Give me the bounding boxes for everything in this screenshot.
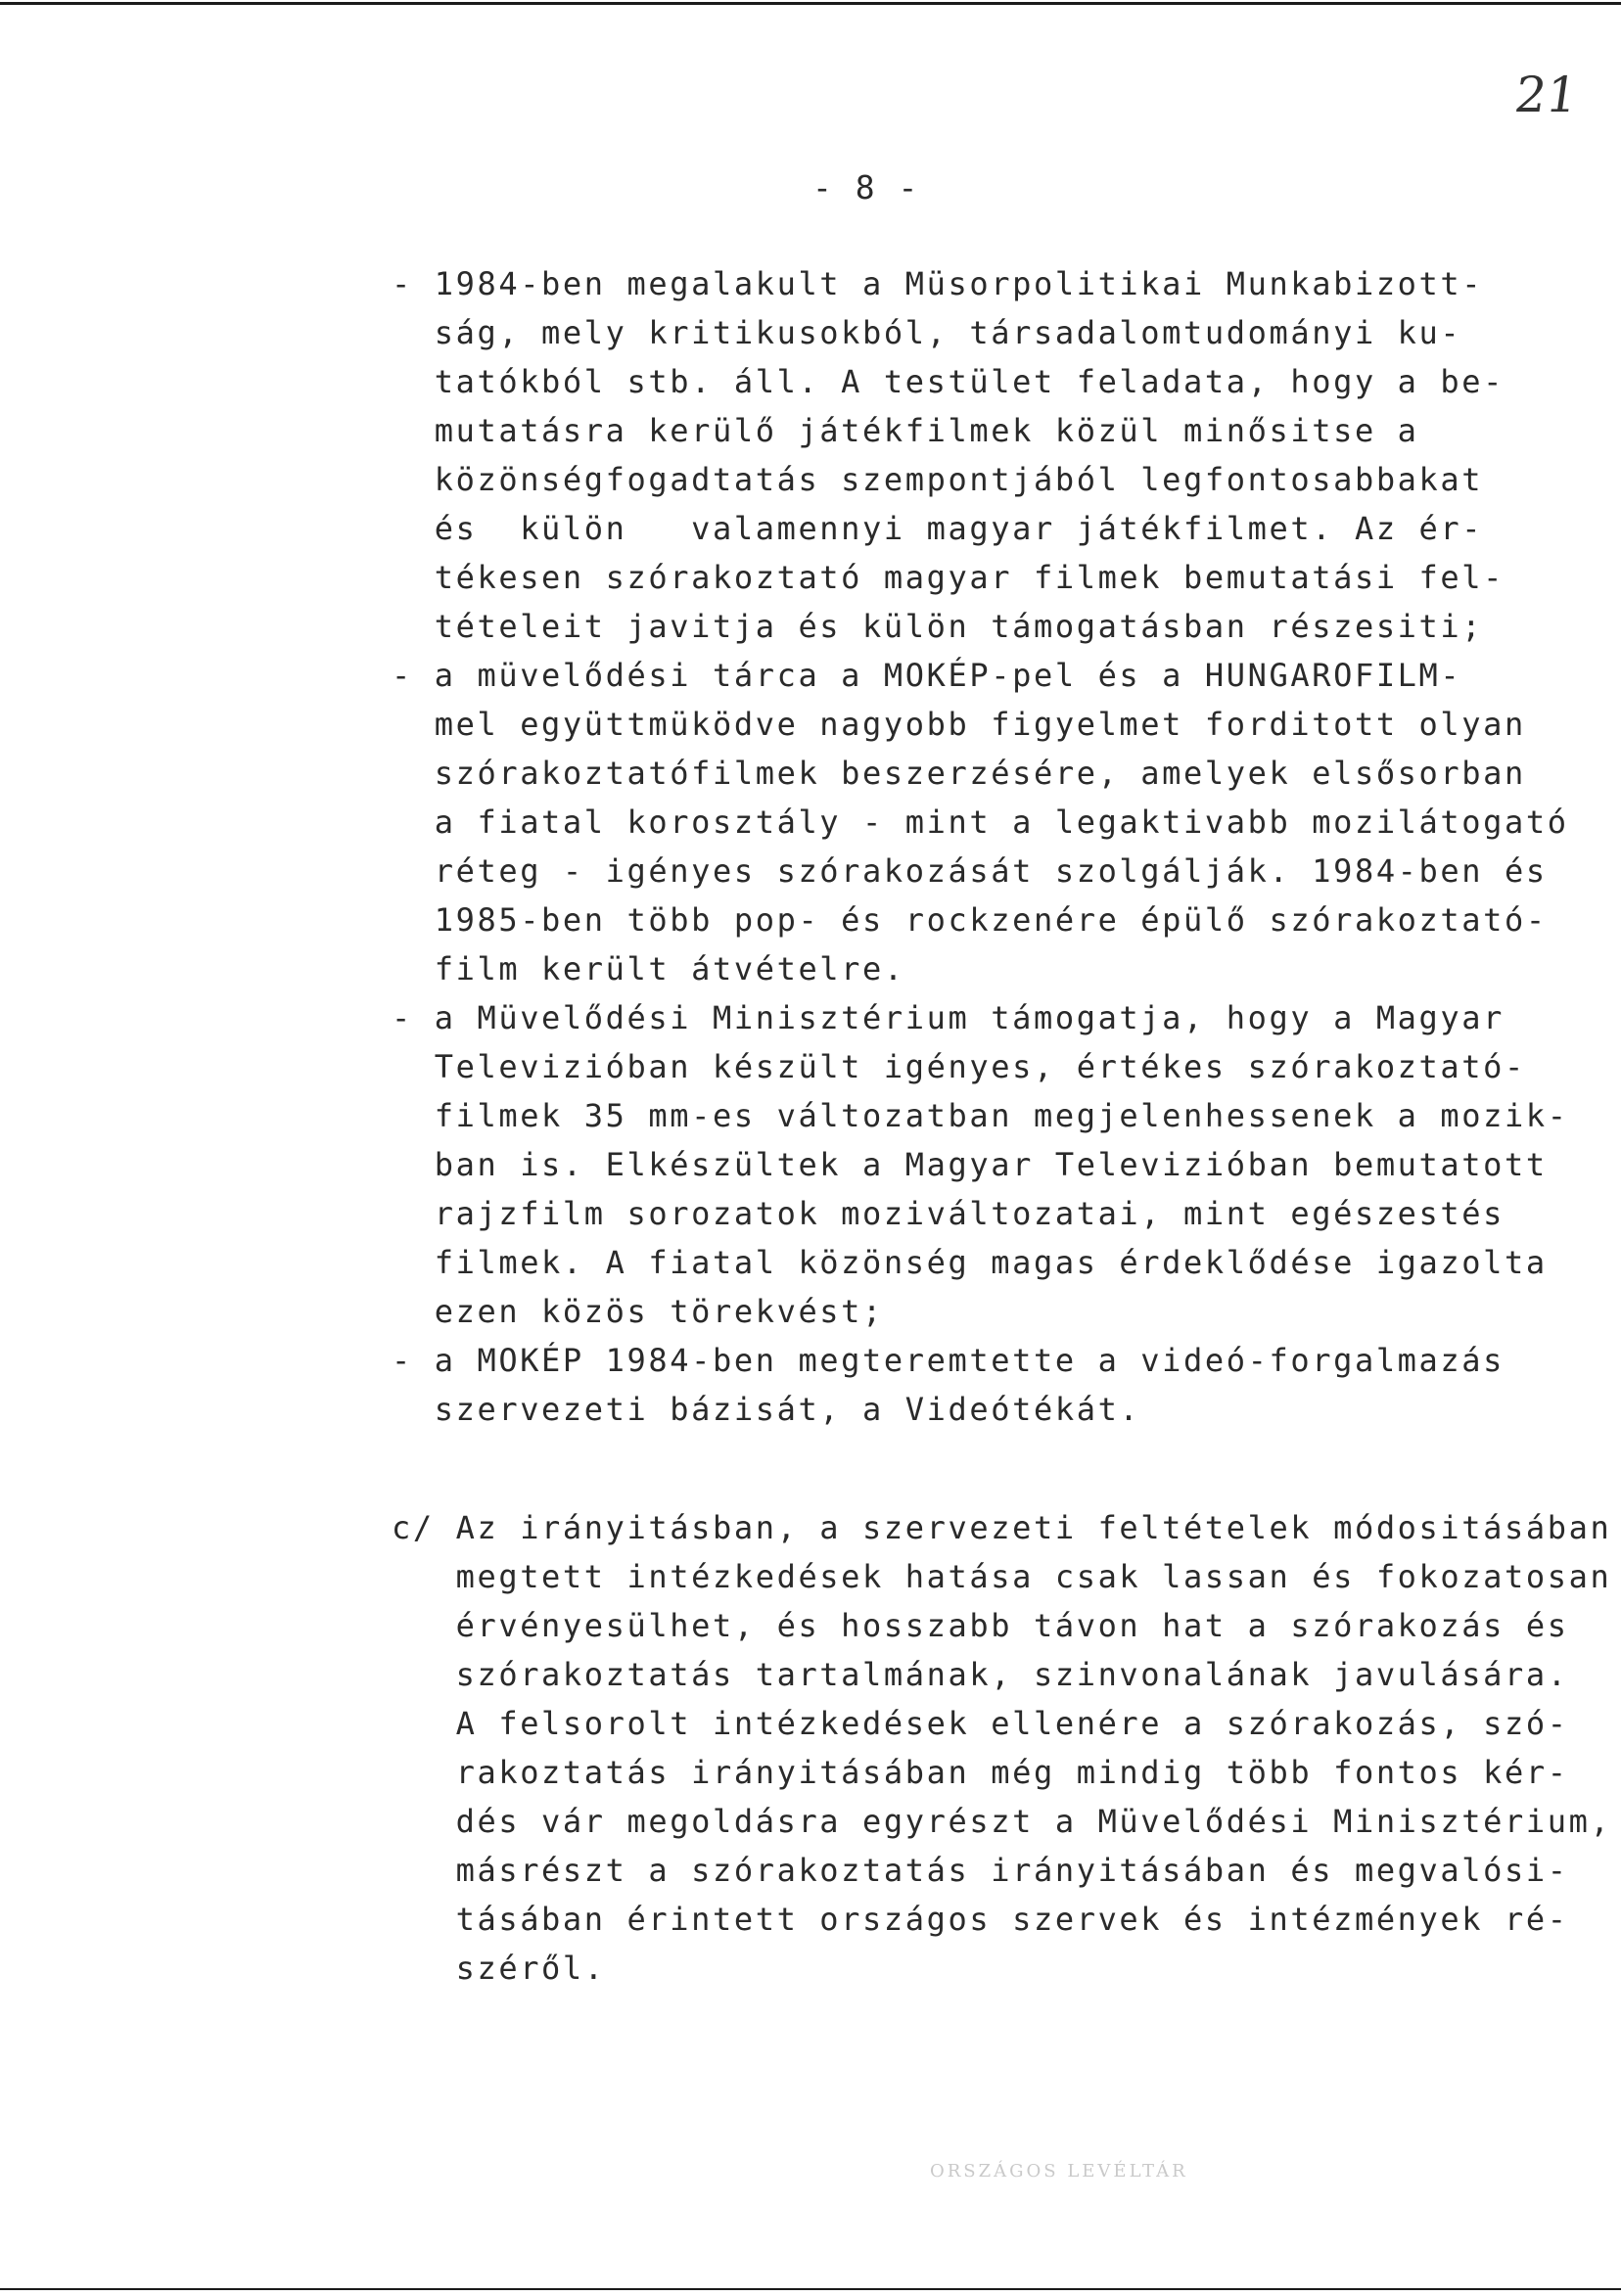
text-line: a fiatal korosztály - mint a legaktivabb mozilátogató — [392, 804, 1569, 841]
text-line: másrészt a szórakoztatás irányitásában és megvalósi- — [392, 1852, 1569, 1889]
text-line: - a müvelődési tárca a MOKÉP-pel és a HUNGAROFILM- — [392, 657, 1462, 694]
text-line: szórakoztatás tartalmának, szinvonalának javulására. — [392, 1656, 1569, 1693]
text-line: film került átvételre. — [392, 950, 905, 987]
text-line: tékesen szórakoztató magyar filmek bemutatási fel- — [392, 559, 1505, 596]
text-line: rakoztatás irányitásában még mindig több fontos kér- — [392, 1754, 1569, 1791]
text-line: c/ Az irányitásban, a szervezeti feltételek módositásában — [392, 1509, 1612, 1546]
text-line: ság, mely kritikusokból, társadalomtudományi ku- — [392, 314, 1462, 351]
text-line: ezen közös törekvést; — [392, 1293, 884, 1330]
text-line: tatókból stb. áll. A testület feladata, hogy a be- — [392, 363, 1505, 400]
text-line: A felsorolt intézkedések ellenére a szórakozás, szó- — [392, 1705, 1569, 1742]
text-line: 1985-ben több pop- és rockzenére épülő szórakoztató- — [392, 901, 1548, 939]
text-line: rajzfilm sorozatok moziváltozatai, mint egészestés — [392, 1195, 1505, 1232]
text-line: tásában érintett országos szervek és intézmények ré- — [392, 1901, 1569, 1938]
text-line: közönségfogadtatás szempontjából legfontosabbakat — [392, 461, 1484, 498]
text-line: és külön valamennyi magyar játékfilmet. Az ér- — [392, 510, 1484, 547]
text-line: ban is. Elkészültek a Magyar Televizióban bemutatott — [392, 1146, 1548, 1183]
bottom-edge-rule — [0, 2288, 1621, 2290]
handwritten-folio-mark: 21 — [1510, 67, 1582, 123]
text-line: - a Müvelődési Minisztérium támogatja, hogy a Magyar — [392, 999, 1505, 1036]
text-line: réteg - igényes szórakozását szolgálják. 1984-ben és — [392, 852, 1548, 890]
text-line: megtett intézkedések hatása csak lassan és fokozatosan — [392, 1558, 1612, 1595]
text-line: széről. — [392, 1950, 606, 1987]
text-line: filmek 35 mm-es változatban megjelenhessenek a mozik- — [392, 1097, 1569, 1134]
archive-stamp: ORSZÁGOS LEVÉLTÁR — [930, 2161, 1188, 2181]
text-line: szervezeti bázisát, a Videótékát. — [392, 1391, 1141, 1428]
text-line: érvényesülhet, és hosszabb távon hat a szórakozás és — [392, 1607, 1569, 1644]
text-line: tételeit javitja és külön támogatásban részesiti; — [392, 608, 1484, 645]
text-line: Televizióban készült igényes, értékes szórakoztató- — [392, 1048, 1526, 1085]
text-line: filmek. A fiatal közönség magas érdeklődése igazolta — [392, 1244, 1548, 1281]
text-line: mutatásra kerülő játékfilmek közül minősitse a — [392, 412, 1419, 449]
top-edge-rule — [0, 2, 1621, 5]
text-line: - a MOKÉP 1984-ben megteremtette a videó-forgalmazás — [392, 1342, 1505, 1379]
text-line: - 1984-ben megalakult a Müsorpolitikai Munkabizott- — [392, 265, 1484, 302]
text-line: dés vár megoldásra egyrészt a Müvelődési Minisztérium, — [392, 1803, 1612, 1840]
text-line: szórakoztatófilmek beszerzésére, amelyek elsősorban — [392, 755, 1526, 792]
text-line: mel együttmüködve nagyobb figyelmet forditott olyan — [392, 706, 1526, 743]
page-number: - 8 - — [812, 168, 920, 207]
